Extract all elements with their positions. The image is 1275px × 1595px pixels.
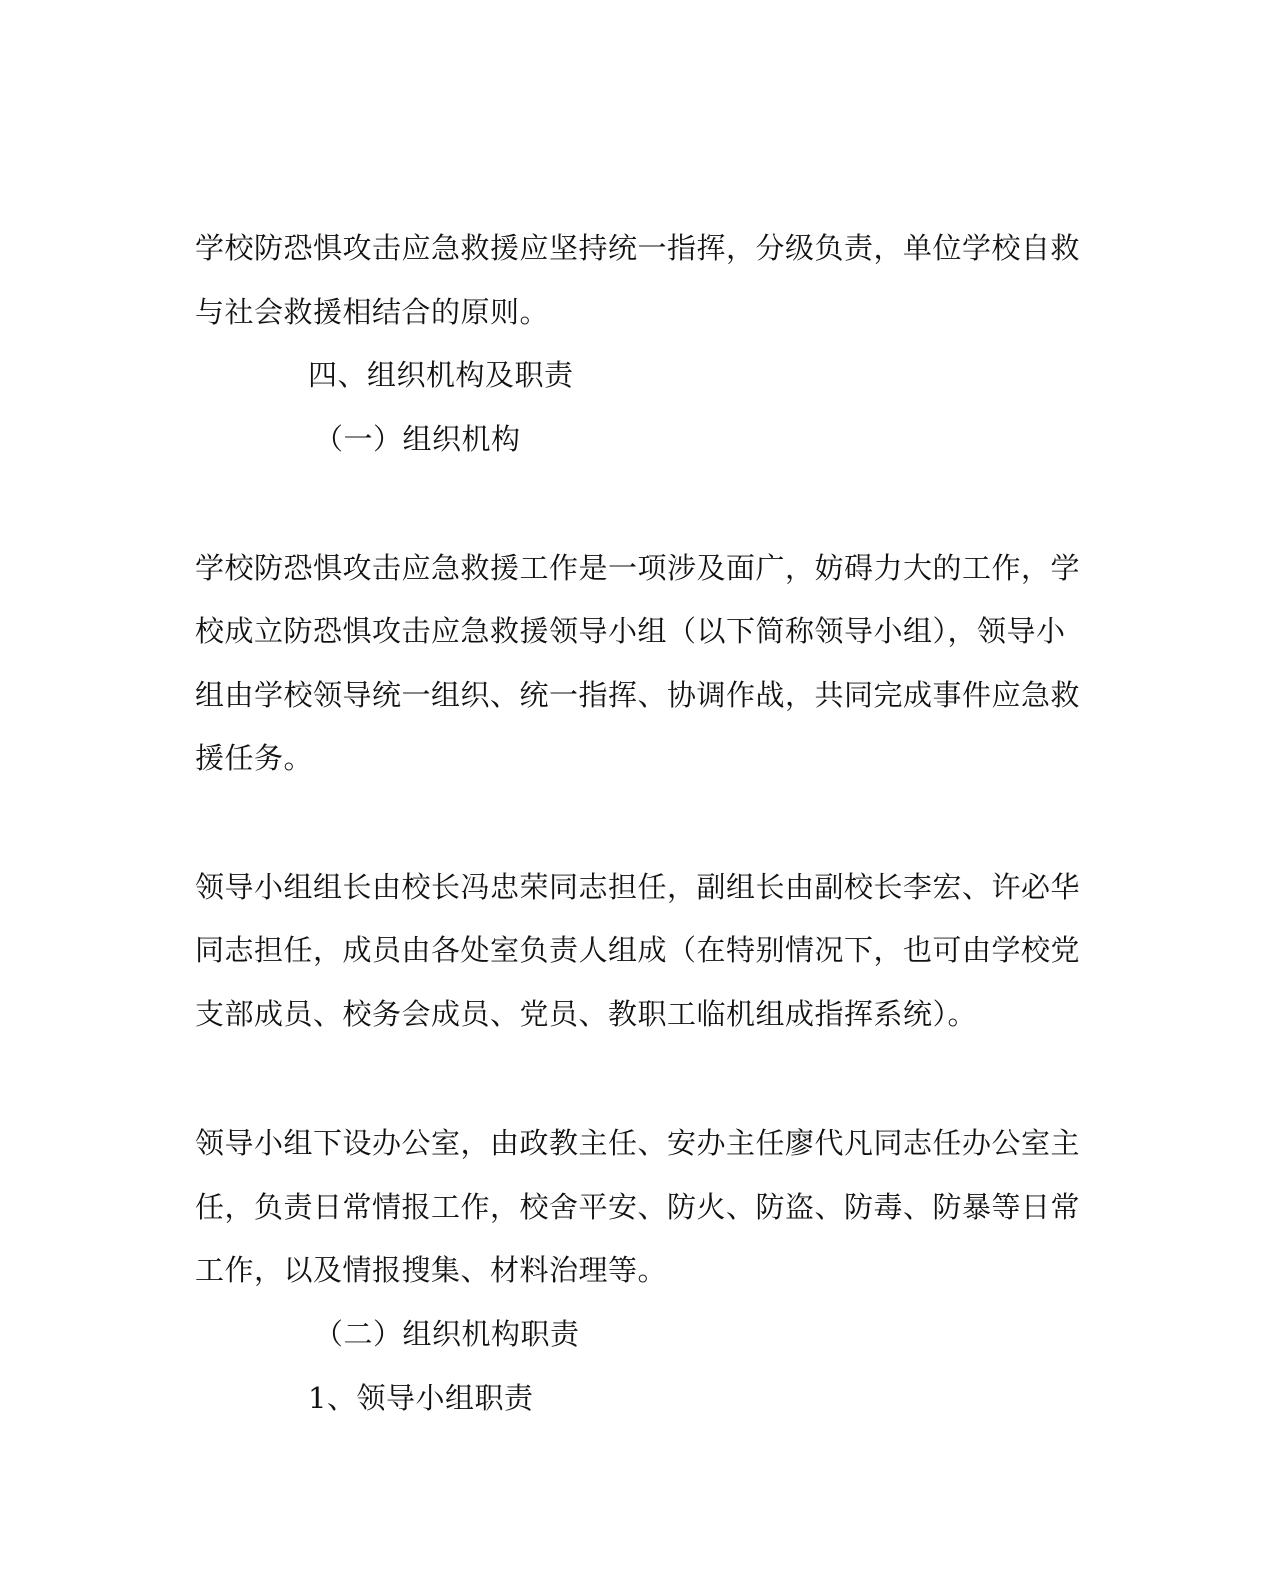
paragraph-line: 援任务。 [195,741,314,775]
section-heading: 1、领导小组职责 [308,1381,534,1415]
paragraph-line: 学校防恐惧攻击应急救援应坚持统一指挥，分级负责，单位学校自救 [195,231,1081,265]
paragraph-line: 同志担任，成员由各处室负责人组成（在特别情况下，也可由学校党 [195,933,1081,967]
section-heading: 四、组织机构及职责 [308,358,574,392]
paragraph-line: 学校防恐惧攻击应急救援工作是一项涉及面广，妨碍力大的工作，学 [195,551,1081,585]
paragraph-line: 任，负责日常情报工作，校舍平安、防火、防盗、防毒、防暴等日常 [195,1190,1081,1224]
paragraph-line: 工作，以及情报搜集、材料治理等。 [195,1253,668,1287]
paragraph-line: 领导小组组长由校长冯忠荣同志担任，副组长由副校长李宏、许必华 [195,870,1081,904]
subsection-heading: （二）组织机构职责 [314,1317,580,1351]
paragraph-line: 校成立防恐惧攻击应急救援领导小组（以下简称领导小组），领导小 [195,614,1066,648]
paragraph-line: 支部成员、校务会成员、党员、教职工临机组成指挥系统）。 [195,997,978,1031]
subsection-heading: （一）组织机构 [314,422,521,456]
paragraph-line: 组由学校领导统一组织、统一指挥、协调作战，共同完成事件应急救 [195,678,1081,712]
paragraph-line: 与社会救援相结合的原则。 [195,295,550,329]
paragraph-line: 领导小组下设办公室，由政教主任、安办主任廖代凡同志任办公室主 [195,1126,1081,1160]
